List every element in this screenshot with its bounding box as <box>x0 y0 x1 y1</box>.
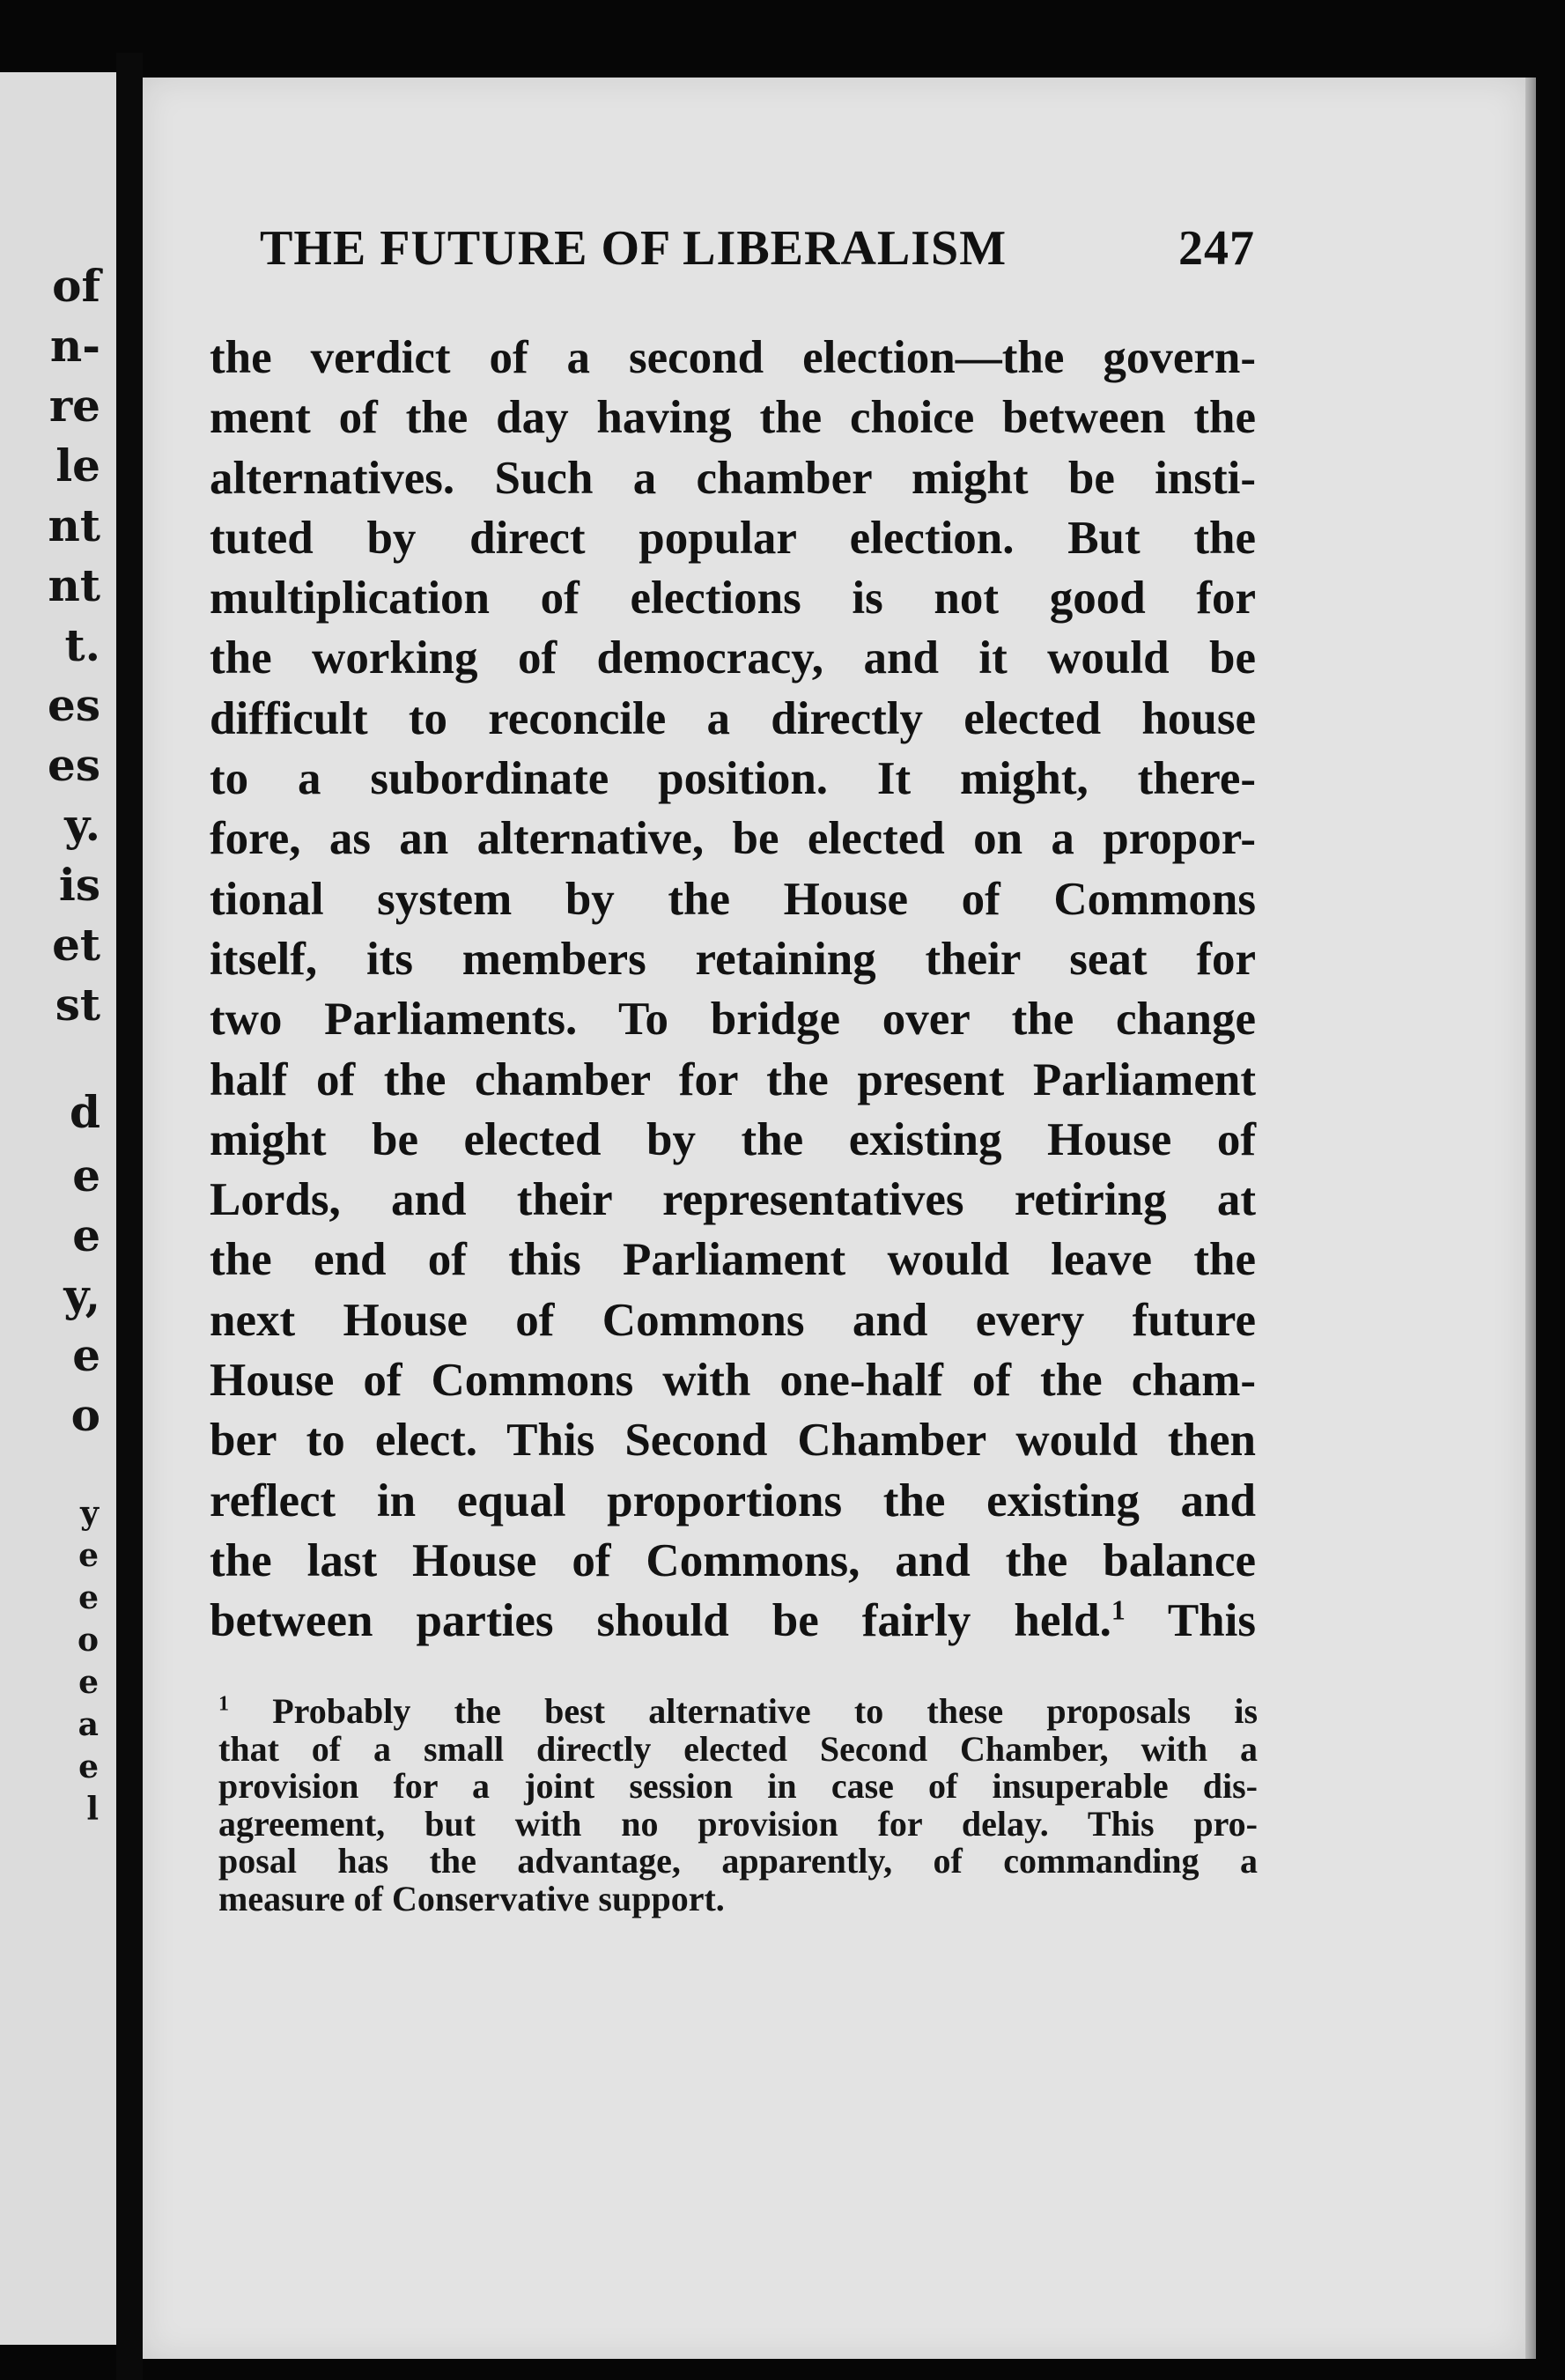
footnote-mark: 1 <box>218 1692 229 1716</box>
page-number: 247 <box>1178 221 1255 276</box>
body-line: tuted by direct popular election. But the <box>210 512 1256 564</box>
footnote-line: agreement, but with no provision for delay. This pro- <box>218 1803 1258 1844</box>
body-line: reflect in equal proportions the existing and <box>210 1475 1256 1526</box>
body-line: Lords, and their representatives retiring at <box>210 1174 1256 1226</box>
body-line-last <box>210 1591 1256 1651</box>
previous-page-fragment: re <box>48 380 100 432</box>
previous-page-edge <box>0 72 116 2345</box>
body-line: tional system by the House of Commons <box>210 873 1256 925</box>
body-line: the last House of Commons, and the balance <box>210 1534 1256 1586</box>
previous-page-fragment: nt <box>48 499 100 551</box>
body-text <box>210 328 1256 1652</box>
footnote-line: provision for a joint session in case of insuperable dis- <box>218 1766 1258 1806</box>
body-line: House of Commons with one-half of the cham- <box>210 1355 1256 1407</box>
previous-page-fragment: t. <box>64 619 100 671</box>
book-gutter <box>116 53 143 2380</box>
previous-page-fragment: of <box>52 260 100 312</box>
running-head-title: THE FUTURE OF LIBERALISM <box>260 221 1008 276</box>
footnote-line: that of a small directly elected Second Chamber, with a <box>218 1728 1258 1769</box>
previous-page-fragment: nt <box>48 559 100 611</box>
previous-page-fragment: o <box>70 1389 100 1441</box>
body-line: ber to elect. This Second Chamber would then <box>210 1415 1256 1467</box>
previous-page-fragment: n- <box>49 320 100 372</box>
previous-page-fragment: e <box>72 1329 100 1381</box>
previous-page-fragment: le <box>55 440 100 492</box>
previous-page-fragment: e <box>72 1149 100 1201</box>
footnote-line-first <box>218 1693 1258 1731</box>
previous-page-fragment: l <box>86 1791 99 1828</box>
body-line: the verdict of a second election—the govern- <box>210 332 1256 383</box>
body-line: multiplication of elections is not good for <box>210 573 1256 625</box>
previous-page-fragment: e <box>78 1579 99 1616</box>
previous-page-fragment: y. <box>64 799 100 851</box>
body-line: alternatives. Such a chamber might be insti- <box>210 452 1256 504</box>
running-head <box>260 220 1255 282</box>
body-line: fore, as an alternative, be elected on a propor- <box>210 813 1256 865</box>
previous-page-fragment: o <box>77 1622 99 1659</box>
body-line: the working of democracy, and it would be <box>210 632 1256 684</box>
body-line: might be elected by the existing House of <box>210 1113 1256 1165</box>
footnote-line-text: Probably the best alternative to these proposals is <box>272 1691 1259 1731</box>
previous-page-fragment: y, <box>63 1269 100 1321</box>
body-line: difficult to reconcile a directly elected house <box>210 692 1256 744</box>
previous-page-fragment: y <box>80 1495 99 1532</box>
body-line: next House of Commons and every future <box>210 1294 1256 1346</box>
previous-page-fragment: e <box>78 1537 99 1574</box>
footnote-reference: 1 <box>1111 1594 1126 1626</box>
previous-page-fragment: a <box>78 1706 99 1743</box>
body-line: half of the chamber for the present Parliament <box>210 1053 1256 1105</box>
body-line-continuation: This <box>1167 1595 1257 1647</box>
previous-page-fragment: es <box>48 679 100 731</box>
previous-page-fragment: es <box>48 739 100 791</box>
body-line: ment of the day having the choice between the <box>210 392 1256 444</box>
previous-page-fragment: et <box>52 919 100 971</box>
body-line: itself, its members retaining their seat for <box>210 933 1256 985</box>
previous-page-fragment: e <box>78 1664 99 1701</box>
previous-page-fragment: e <box>78 1748 99 1785</box>
body-line: two Parliaments. To bridge over the change <box>210 994 1256 1046</box>
previous-page-fragment: is <box>58 859 100 911</box>
body-line: to a subordinate position. It might, there- <box>210 753 1256 805</box>
page-edge <box>1525 78 1536 2359</box>
body-line: the end of this Parliament would leave the <box>210 1234 1256 1286</box>
previous-page-fragment: e <box>72 1209 100 1261</box>
footnote-line-last: measure of Conservative support. <box>218 1878 725 1918</box>
footnote-line: posal has the advantage, apparently, of commanding a <box>218 1841 1258 1881</box>
previous-page-fragment: st <box>55 979 100 1031</box>
body-line-text: between parties should be fairly held. <box>210 1595 1111 1647</box>
previous-page-fragments <box>0 72 116 2345</box>
footnote <box>218 1693 1258 1918</box>
previous-page-fragment: d <box>70 1086 100 1138</box>
